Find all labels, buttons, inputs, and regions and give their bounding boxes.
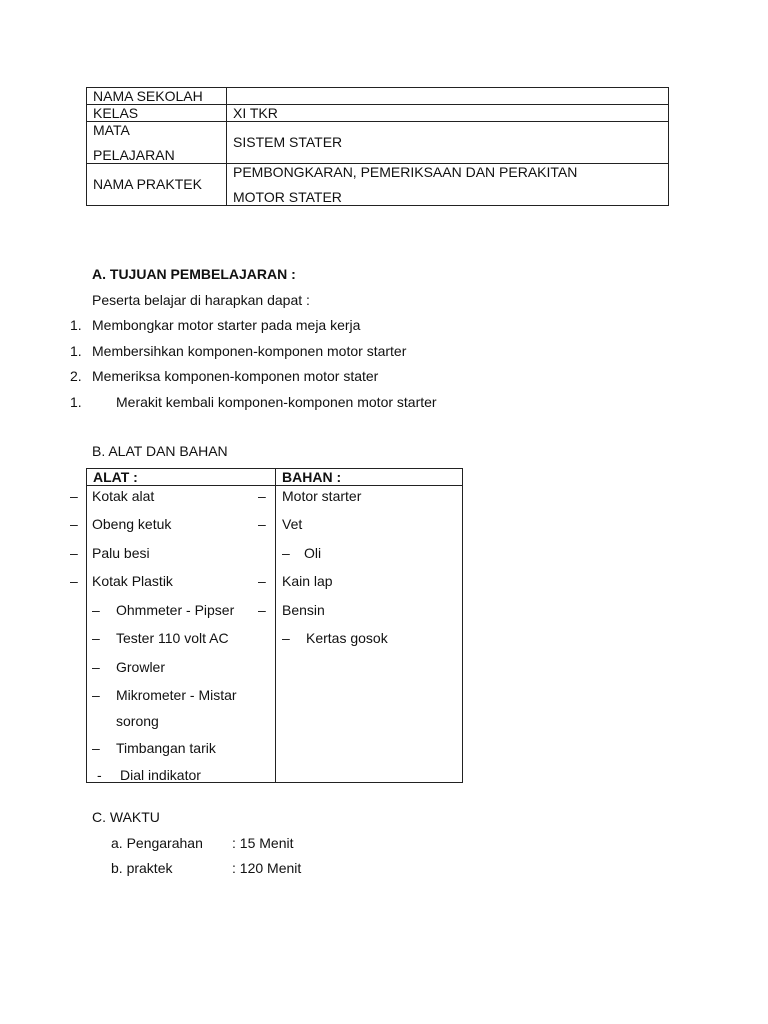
bahan-item: Kertas gosok: [306, 630, 388, 646]
alat-item: Obeng ketuk: [92, 516, 172, 532]
dash-bullet: –: [70, 545, 78, 561]
alat-item-continuation: sorong: [116, 713, 159, 729]
section-a-intro: Peserta belajar di harapkan dapat :: [92, 292, 310, 308]
nama-praktek-value-line2: MOTOR STATER: [233, 189, 342, 205]
mata-pelajaran-value: [227, 122, 669, 164]
nama-praktek-value: [227, 164, 669, 206]
dash-bullet: –: [92, 602, 100, 618]
objective-number: 2.: [70, 368, 82, 384]
objective-number: 1.: [70, 343, 82, 359]
bahan-item: Oli: [304, 545, 322, 561]
bahan-header: BAHAN :: [282, 469, 342, 485]
section-b-heading: B. ALAT DAN BAHAN: [92, 443, 228, 459]
objective-text: Memeriksa komponen-komponen motor stater: [92, 368, 379, 384]
nama-praktek-label-text: NAMA PRAKTEK: [93, 176, 202, 192]
alat-item: Kotak alat: [92, 488, 155, 504]
kelas-value: XI TKR: [227, 105, 669, 122]
nama-praktek-label: [87, 164, 227, 206]
dash-bullet: –: [92, 740, 100, 756]
alat-item: Dial indikator: [120, 767, 201, 783]
objective-text: Membongkar motor starter pada meja kerja: [92, 317, 361, 333]
bahan-item: Vet: [282, 516, 303, 532]
objective-text: Membersihkan komponen-komponen motor starter: [92, 343, 407, 359]
kelas-label: KELAS: [87, 105, 227, 122]
table-row: [87, 105, 669, 122]
objective-number: 1.: [70, 394, 82, 410]
waktu-label: b. praktek: [111, 860, 173, 876]
alat-item: Palu besi: [92, 545, 150, 561]
alat-item: Ohmmeter - Pipser: [116, 602, 235, 618]
alat-item: Kotak Plastik: [92, 573, 173, 589]
alat-item: Mikrometer - Mistar: [116, 687, 237, 703]
table-row: [87, 88, 669, 105]
dash-bullet: –: [92, 630, 100, 646]
mata-pelajaran-value-text: SISTEM STATER: [233, 134, 343, 150]
hyphen-bullet: -: [97, 767, 102, 783]
section-c-heading: C. WAKTU: [92, 809, 160, 825]
table-row: [87, 122, 669, 164]
alat-item: Timbangan tarik: [116, 740, 216, 756]
mata-pelajaran-label-line2: PELAJARAN: [93, 147, 175, 163]
dash-bullet: –: [70, 573, 78, 589]
nama-praktek-value-line1: PEMBONGKARAN, PEMERIKSAAN DAN PERAKITAN: [233, 164, 578, 180]
nama-sekolah-label: NAMA SEKOLAH: [87, 88, 227, 105]
dash-bullet: –: [70, 516, 78, 532]
objective-number: 1.: [70, 317, 82, 333]
column-divider: [275, 469, 276, 782]
table-row: [87, 164, 669, 206]
dash-bullet: –: [70, 488, 78, 504]
waktu-label: a. Pengarahan: [111, 835, 203, 851]
bahan-item: Kain lap: [282, 573, 333, 589]
objective-text: Merakit kembali komponen-komponen motor starter: [116, 394, 437, 410]
dash-bullet: –: [92, 687, 100, 703]
dash-bullet: –: [282, 545, 290, 561]
section-a-heading: A. TUJUAN PEMBELAJARAN :: [92, 266, 296, 282]
alat-item: Tester 110 volt AC: [116, 630, 229, 646]
dash-bullet: –: [258, 602, 266, 618]
dash-bullet: –: [258, 488, 266, 504]
nama-sekolah-value: [227, 88, 669, 105]
waktu-value: : 120 Menit: [232, 860, 302, 876]
info-table: [86, 87, 669, 206]
alat-header: ALAT :: [93, 469, 138, 485]
dash-bullet: –: [258, 573, 266, 589]
bahan-item: Motor starter: [282, 488, 362, 504]
dash-bullet: –: [282, 630, 290, 646]
bahan-item: Bensin: [282, 602, 325, 618]
dash-bullet: –: [92, 659, 100, 675]
alat-item: Growler: [116, 659, 166, 675]
mata-pelajaran-label-line1: MATA: [93, 122, 130, 138]
dash-bullet: –: [258, 516, 266, 532]
mata-pelajaran-label: [87, 122, 227, 164]
waktu-value: : 15 Menit: [232, 835, 294, 851]
